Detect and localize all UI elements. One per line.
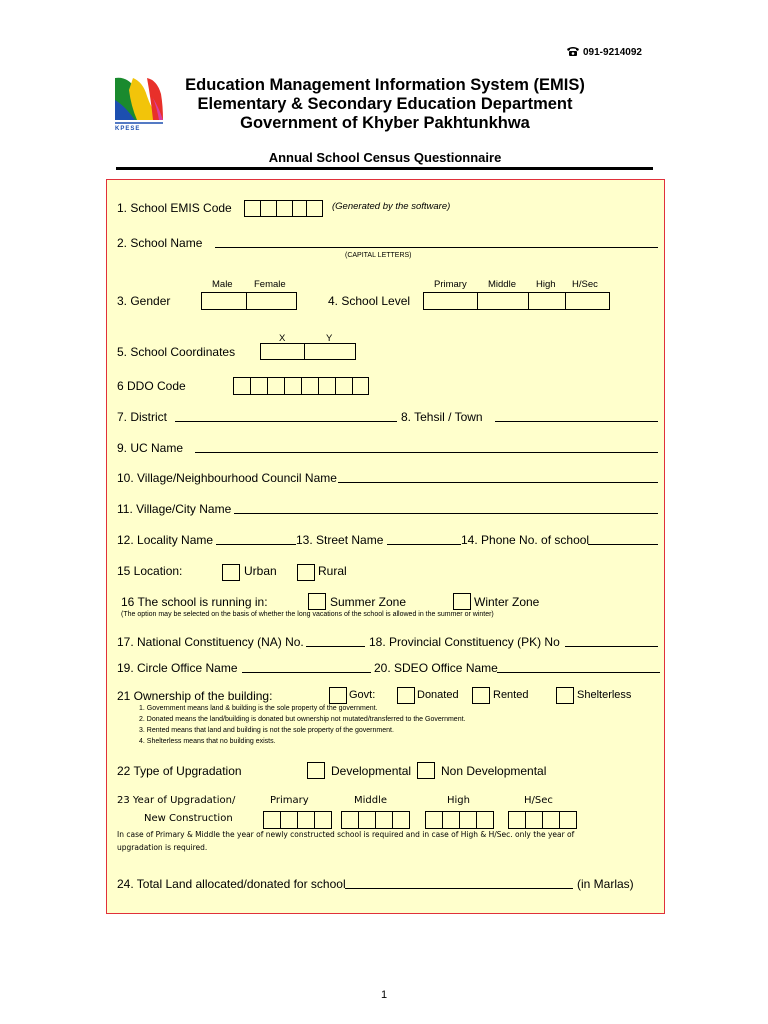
uc-name-field[interactable]	[195, 452, 658, 453]
ownership-note-2: 2. Donated means the land/building is donated but ownership not mutated/transferred to the Government.	[139, 716, 466, 723]
ownership-note-3: 3. Rented means that land and building is not the sole property of the government.	[139, 727, 394, 734]
level-col-high: High	[536, 279, 556, 290]
locality-name-label: 12. Locality Name	[117, 533, 214, 547]
circle-office-field[interactable]	[242, 672, 371, 673]
level-col-hsec: H/Sec	[572, 279, 598, 290]
school-name-field[interactable]	[215, 247, 658, 248]
school-emis-code-label: 1. School EMIS Code	[117, 201, 232, 215]
school-phone-label: 14. Phone No. of school	[461, 533, 590, 547]
sdeo-office-label: 20. SDEO Office Name	[374, 661, 498, 675]
district-label: 7. District	[117, 410, 168, 424]
new-construction-label: New Construction	[144, 813, 233, 824]
na-no-label: 17. National Constituency (NA) No.	[117, 635, 304, 649]
emis-code-note: (Generated by the software)	[332, 201, 451, 212]
total-land-field[interactable]	[345, 888, 573, 889]
gender-col-female: Female	[254, 279, 286, 290]
shelterless-checkbox[interactable]	[556, 687, 574, 704]
year-middle-field[interactable]	[341, 811, 410, 829]
gender-field[interactable]	[201, 292, 297, 310]
govt-checkbox[interactable]	[329, 687, 347, 704]
village-council-label: 10. Village/Neighbourhood Council Name	[117, 471, 337, 485]
shelterless-option: Shelterless	[577, 689, 632, 701]
rented-checkbox[interactable]	[472, 687, 490, 704]
circle-office-label: 19. Circle Office Name	[117, 661, 238, 675]
gender-label: 3. Gender	[117, 294, 171, 308]
non-developmental-checkbox[interactable]	[417, 762, 435, 779]
uc-name-label: 9. UC Name	[117, 441, 184, 455]
coord-col-x: X	[279, 333, 286, 344]
non-developmental-option: Non Developmental	[441, 764, 547, 778]
tehsil-label: 8. Tehsil / Town	[401, 410, 483, 424]
upgradation-note-1: In case of Primary & Middle the year of newly constructed school is required and in case of High & H/Sec. only the year of	[117, 830, 575, 839]
ownership-note-1: 1. Government means land & building is the sole property of the government.	[139, 705, 378, 712]
village-city-label: 11. Village/City Name	[117, 502, 232, 516]
ddo-code-field[interactable]	[233, 377, 369, 395]
developmental-checkbox[interactable]	[307, 762, 325, 779]
sdeo-office-field[interactable]	[497, 672, 660, 673]
level-col-middle: Middle	[488, 279, 516, 290]
coordinates-label: 5. School Coordinates	[117, 345, 236, 359]
ownership-note-4: 4. Shelterless means that no building exists.	[139, 738, 276, 745]
school-name-label: 2. School Name	[117, 236, 203, 250]
rural-option: Rural	[318, 564, 347, 578]
kpese-logo: KPESE	[113, 76, 165, 134]
donated-option: Donated	[417, 689, 459, 701]
title-rule	[116, 167, 653, 170]
upgradation-note-2: upgradation is required.	[117, 843, 208, 852]
gender-col-male: Male	[212, 279, 233, 290]
pk-no-label: 18. Provincial Constituency (PK) No	[369, 635, 560, 649]
year-hsec-field[interactable]	[508, 811, 577, 829]
questionnaire-title: Annual School Census Questionnaire	[268, 150, 502, 165]
running-zone-label: 16 The school is running in:	[121, 595, 268, 609]
phone-number: 091-9214092	[566, 46, 642, 58]
school-level-label: 4. School Level	[328, 294, 411, 308]
school-phone-field[interactable]	[588, 544, 658, 545]
summer-zone-checkbox[interactable]	[308, 593, 326, 610]
urban-option: Urban	[244, 564, 277, 578]
developmental-option: Developmental	[331, 764, 412, 778]
na-no-field[interactable]	[306, 646, 365, 647]
year-high-field[interactable]	[425, 811, 494, 829]
year-col-hsec: H/Sec	[524, 795, 553, 806]
location-label: 15 Location:	[117, 564, 183, 578]
header-line-3: Government of Khyber Pakhtunkhwa	[240, 114, 530, 132]
zone-note: (The option may be selected on the basis of whether the long vacations of the school is allowed in the summer or winter)	[121, 611, 494, 618]
winter-zone-option: Winter Zone	[474, 595, 540, 609]
locality-name-field[interactable]	[216, 544, 296, 545]
urban-checkbox[interactable]	[222, 564, 240, 581]
tehsil-field[interactable]	[495, 421, 658, 422]
ddo-code-label: 6 DDO Code	[117, 379, 186, 393]
ownership-label: 21 Ownership of the building:	[117, 689, 273, 703]
year-col-middle: Middle	[354, 795, 388, 806]
coordinates-field[interactable]	[260, 343, 356, 360]
winter-zone-checkbox[interactable]	[453, 593, 471, 610]
year-col-high: High	[447, 795, 470, 806]
telephone-icon	[566, 46, 580, 57]
page-number: 1	[380, 989, 388, 1001]
header-line-2: Elementary & Secondary Education Department	[197, 95, 573, 113]
upgradation-type-label: 22 Type of Upgradation	[117, 764, 242, 778]
school-level-field[interactable]	[423, 292, 610, 310]
marlas-unit: (in Marlas)	[577, 877, 634, 891]
donated-checkbox[interactable]	[397, 687, 415, 704]
header-line-1: Education Management Information System (EMIS)	[185, 76, 585, 94]
street-name-label: 13. Street Name	[296, 533, 384, 547]
summer-zone-option: Summer Zone	[330, 595, 407, 609]
upgradation-year-label: 23 Year of Upgradation/	[117, 795, 236, 806]
village-council-field[interactable]	[338, 482, 658, 483]
rented-option: Rented	[493, 689, 529, 701]
level-col-primary: Primary	[434, 279, 467, 290]
total-land-label: 24. Total Land allocated/donated for school	[117, 877, 346, 891]
school-emis-code-field[interactable]	[244, 200, 323, 217]
year-col-primary: Primary	[270, 795, 309, 806]
rural-checkbox[interactable]	[297, 564, 315, 581]
coord-col-y: Y	[326, 333, 333, 344]
village-city-field[interactable]	[234, 513, 658, 514]
year-primary-field[interactable]	[263, 811, 332, 829]
capital-letters-note: (CAPITAL LETTERS)	[345, 252, 412, 259]
govt-option: Govt:	[349, 689, 376, 701]
pk-no-field[interactable]	[565, 646, 658, 647]
district-field[interactable]	[175, 421, 397, 422]
street-name-field[interactable]	[387, 544, 461, 545]
